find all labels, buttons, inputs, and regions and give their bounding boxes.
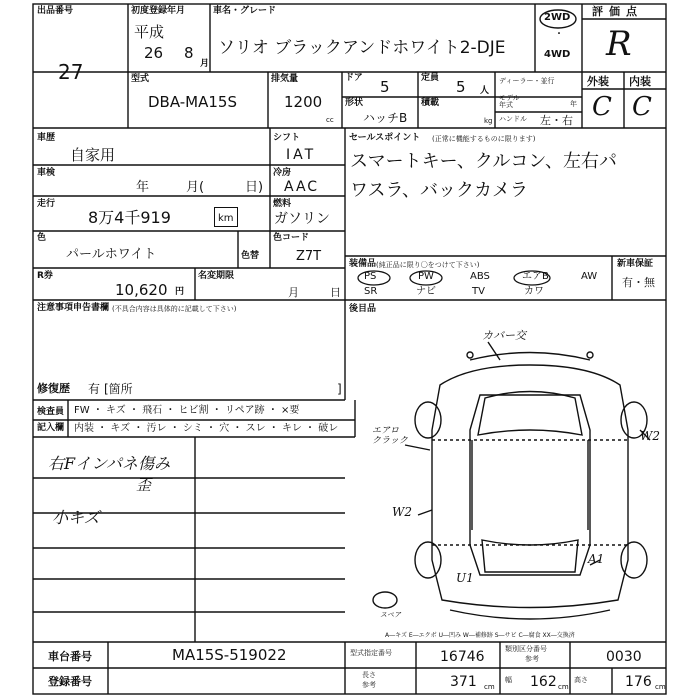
int-grade: C	[632, 92, 652, 122]
type-no-label: 型式指定番号	[350, 649, 392, 657]
shape-value: ハッチB	[363, 111, 408, 125]
color-value: パールホワイト	[66, 247, 157, 262]
grade-label: 評価点	[592, 5, 643, 18]
shift-label: シフト	[273, 133, 301, 143]
height-label: 高さ	[574, 676, 588, 684]
sales-label: セールスポイント	[349, 133, 421, 143]
inspect-month: 月(	[186, 180, 205, 195]
recycle-label: R券	[37, 271, 53, 281]
chassis-value: MA15S-519022	[172, 646, 287, 664]
length-sub: 参考	[362, 681, 376, 689]
colorcode-value: Z7T	[296, 249, 322, 264]
door-value: 5	[380, 78, 390, 96]
lot-label: 出品番号	[37, 6, 74, 16]
ac-label: 冷房	[273, 168, 292, 178]
mileage-unit: km	[218, 213, 234, 224]
fuel-label: 燃料	[273, 199, 292, 209]
equip-ps: PS	[364, 271, 377, 282]
hand-w2-left: W2	[392, 505, 412, 519]
hand-w2-right: W2	[640, 429, 660, 443]
equip-sr: SR	[364, 286, 378, 297]
shift-value: IAT	[286, 147, 317, 163]
model-value: DBA-MA15S	[148, 93, 237, 111]
load-label: 積載	[421, 98, 440, 108]
hand-note-2: 小キズ	[52, 508, 100, 527]
height-unit: cm	[655, 683, 666, 691]
name-change-day: 日	[330, 286, 341, 299]
inspect-label: 車検	[37, 168, 56, 178]
new-warranty-label: 新車保証	[617, 259, 654, 269]
door-label: ドア	[345, 73, 363, 83]
length-value: 371	[450, 674, 477, 690]
disp-value: 1200	[284, 93, 323, 111]
colorcode-label: 色コード	[273, 233, 310, 243]
recycle-value: 10,620	[115, 281, 168, 299]
year-unit: 年	[570, 100, 577, 108]
reg-month: 8	[184, 44, 194, 62]
ac-value: AAC	[284, 179, 320, 195]
lot-number: 27	[58, 60, 84, 84]
chassis-label: 車台番号	[48, 650, 92, 663]
inspect-day: 日)	[245, 180, 264, 195]
sales-line-1: スマートキー、クルコン、左右パ	[350, 151, 617, 172]
notes-label: 注意事項申告書欄	[37, 303, 110, 313]
width-unit: cm	[558, 683, 569, 691]
new-warranty-value: 有・無	[622, 276, 655, 289]
name-change-month: 月	[288, 286, 299, 299]
equip-abs: ABS	[470, 271, 490, 282]
name-change-label: 名変期限	[198, 271, 235, 281]
hand-a1: A1	[588, 552, 605, 566]
recycle-unit: 円	[175, 287, 185, 297]
ext-label: 外装	[587, 75, 609, 88]
equip-navi: ナビ	[416, 286, 436, 297]
equip-aw: AW	[581, 271, 598, 282]
length-unit: cm	[484, 683, 495, 691]
name-label: 車名・グレード	[213, 6, 277, 16]
reg-month-unit: 月	[200, 59, 210, 69]
equip-tv: TV	[472, 286, 485, 297]
capacity-label: 定員	[421, 73, 440, 83]
int-label: 内装	[629, 75, 651, 88]
hand-u1: U1	[456, 571, 474, 585]
capacity-unit: 人	[480, 86, 490, 96]
grade-value: R	[606, 24, 632, 64]
mileage-label: 走行	[37, 199, 56, 209]
equip-leather: カワ	[524, 286, 544, 297]
dealer-label: ディーラー・並行	[499, 77, 555, 85]
notes-sub: (不具合内容は具体的に記載して下さい)	[112, 305, 237, 313]
sales-line-2: ワスラ、バックカメラ	[350, 180, 529, 201]
reg-year: 26	[144, 44, 164, 62]
sales-sub: (正常に機能するものに限ります)	[432, 135, 536, 143]
era: 平成	[134, 23, 165, 41]
inspector-fw-items: FW ・ キズ ・ 飛石 ・ ヒビ割 ・ リペア跡 ・ ×要	[74, 405, 300, 416]
equipment-label: 装備品	[349, 259, 377, 269]
hand-note-1b: 歪	[136, 476, 152, 494]
height-value: 176	[625, 674, 652, 690]
handle-label: ハンドル	[499, 115, 527, 123]
inspect-year: 年	[136, 180, 150, 195]
hand-note-1: 右Fインパネ傷み	[48, 454, 170, 473]
capacity-value: 5	[456, 78, 466, 96]
damage-legend: A―キズ E―エクボ U―凹み W―補修跡 S―サビ C―腐食 XX―交換済	[385, 632, 575, 639]
cat-no-value: 0030	[606, 649, 642, 665]
drive-4wd: 4WD	[544, 49, 571, 60]
inspector-label-2: 記入欄	[37, 423, 65, 433]
handle-value: 左・右	[540, 114, 573, 127]
drive-2wd: 2WD	[544, 12, 571, 23]
length-label: 長さ	[362, 671, 376, 679]
inspector-label-1: 検査員	[37, 407, 65, 417]
equip-airbag: エアB	[522, 271, 549, 282]
after-label: 後目品	[349, 304, 377, 314]
first-reg-label: 初度登録年月	[131, 6, 186, 16]
repair-unit: [箇所	[104, 382, 133, 396]
history-value: 自家用	[70, 146, 116, 164]
disp-unit: cc	[326, 116, 334, 124]
equipment-sub: (純正品に限り〇をつけて下さい)	[376, 261, 480, 269]
history-label: 車歴	[37, 133, 56, 143]
hand-spare: スペア	[380, 611, 401, 619]
ext-grade: C	[592, 92, 612, 122]
hand-bumper: カバー交	[482, 329, 526, 342]
width-label: 幅	[505, 676, 512, 684]
color-label: 色	[37, 233, 47, 243]
hand-aero: エアロ クラック	[372, 426, 408, 446]
tone-label: 色替	[241, 251, 260, 261]
repair-value: 有	[88, 382, 101, 396]
model-label: 型式	[131, 74, 150, 84]
load-unit: kg	[484, 117, 493, 125]
shape-label: 形状	[345, 98, 364, 108]
fuel-value: ガソリン	[274, 211, 330, 227]
mileage-value: 8万4千919	[88, 208, 171, 227]
cat-no-label: 類別区分番号	[505, 645, 547, 653]
width-value: 162	[530, 674, 557, 690]
model-year-label: モデル年式	[499, 94, 520, 109]
disp-label: 排気量	[271, 74, 299, 84]
drive-dot: ・	[554, 29, 564, 40]
repair-end: ]	[337, 382, 342, 396]
car-name: ソリオ ブラックアンドホワイト2-DJE	[218, 38, 506, 58]
equip-pw: PW	[418, 271, 434, 282]
cat-no-sub: 参考	[525, 655, 539, 663]
inspector-int-items: 内装 ・ キズ ・ 汚レ ・ シミ ・ 穴 ・ スレ ・ キレ ・ 破レ	[74, 423, 339, 434]
repair-label: 修復歴	[37, 382, 70, 395]
reg-label: 登録番号	[48, 675, 92, 688]
type-no-value: 16746	[440, 649, 485, 665]
